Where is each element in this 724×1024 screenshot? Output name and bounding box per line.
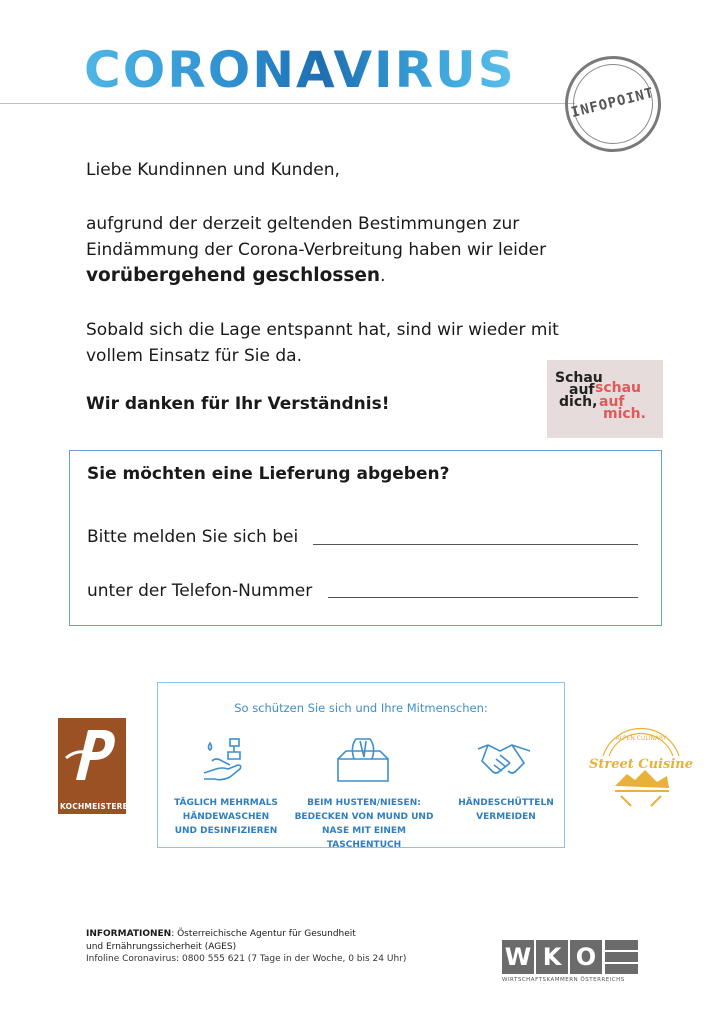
protection-box xyxy=(157,682,565,848)
caption-line: BEIM HUSTEN/NIESEN: xyxy=(307,798,421,808)
footer-info xyxy=(86,928,406,966)
kochmeisterei-logo xyxy=(58,718,131,814)
campaign-word-6: mich. xyxy=(603,406,646,422)
phone-label: unter der Telefon-Nummer xyxy=(87,581,313,601)
stamp-label: INFOPOINT xyxy=(569,85,656,122)
wko-logo xyxy=(502,940,638,986)
campaign-word-5: auf xyxy=(599,394,625,410)
caption-handshake xyxy=(448,796,564,824)
caption-line: TÄGLICH MEHRMALS xyxy=(174,798,278,808)
info-line-1 xyxy=(86,928,406,941)
caption-line: BEDECKEN VON MUND UND xyxy=(294,812,434,822)
campaign-word-3: dich, xyxy=(559,394,598,410)
wko-letter-w: W xyxy=(502,940,534,974)
info-agency: : Österreichische Agentur für Gesundheit xyxy=(171,929,356,939)
period: . xyxy=(380,266,386,286)
caption-handwash xyxy=(166,796,286,838)
paragraph-2-line-1: Sobald sich die Lage entspannt hat, sind wir wieder mit xyxy=(86,320,559,340)
greeting: Liebe Kundinnen und Kunden, xyxy=(86,160,340,180)
campaign-badge xyxy=(547,360,663,438)
wko-subtitle: WIRTSCHAFTSKAMMERN ÖSTERREICHS xyxy=(502,977,625,983)
p-monogram-icon xyxy=(58,718,126,798)
wko-bars xyxy=(605,940,638,976)
infopoint-stamp xyxy=(555,46,671,162)
thanks-line: Wir danken für Ihr Verständnis! xyxy=(86,394,390,414)
tissue-box-icon xyxy=(334,737,392,785)
campaign-word-2: auf xyxy=(569,382,595,398)
contact-label: Bitte melden Sie sich bei xyxy=(87,527,299,547)
wko-letter-o: O xyxy=(570,940,602,974)
closed-notice: vorübergehend geschlossen xyxy=(86,265,381,286)
paragraph-1-line-3 xyxy=(86,264,385,288)
campaign-word-1: Schau xyxy=(555,370,603,386)
info-label: INFORMATIONEN xyxy=(86,929,172,939)
delivery-heading: Sie möchten eine Lieferung abgeben? xyxy=(87,464,450,484)
paragraph-1-line-2: Eindämmung der Corona-Verbreitung haben wir leider xyxy=(86,240,547,260)
street-cuisine-wordmark: Street Cuisine xyxy=(588,757,694,772)
caption-line: HÄNDEWASCHEN xyxy=(182,812,270,822)
wko-bar xyxy=(605,964,638,974)
protection-heading: So schützen Sie sich und Ihre Mitmenschen: xyxy=(234,701,488,715)
wko-letter-k: K xyxy=(536,940,568,974)
caption-line: HÄNDESCHÜTTELN xyxy=(458,798,554,808)
phone-write-line[interactable] xyxy=(328,597,638,598)
delivery-box xyxy=(69,450,662,626)
hand-wash-icon xyxy=(200,735,252,785)
caption-line: UND DESINFIZIEREN xyxy=(174,826,278,836)
header-divider xyxy=(0,103,575,104)
street-cuisine-tagline: ALPEN CULINARY xyxy=(615,735,667,742)
handshake-icon xyxy=(476,739,532,781)
caption-line: NASE MIT EINEM TASCHENTUCH xyxy=(322,826,406,850)
campaign-word-4: schau xyxy=(595,380,642,396)
caption-line: VERMEIDEN xyxy=(476,812,536,822)
kochmeisterei-label: KOCHMEISTEREI xyxy=(60,802,131,811)
info-hotline: Infoline Coronavirus: 0800 555 621 (7 Tage in der Woche, 0 bis 24 Uhr) xyxy=(86,954,407,964)
paragraph-1-line-1: aufgrund der derzeit geltenden Bestimmungen zur xyxy=(86,214,520,234)
wko-bar xyxy=(605,940,638,950)
wko-letters xyxy=(502,940,602,974)
wko-bar xyxy=(605,952,638,962)
info-line-2: und Ernährungssicherheit (AGES) xyxy=(86,941,237,952)
street-cuisine-logo xyxy=(585,716,697,816)
contact-write-line[interactable] xyxy=(313,544,638,545)
page-title: CORONAVIRUS xyxy=(84,41,516,99)
paragraph-2-line-2: vollem Einsatz für Sie da. xyxy=(86,346,302,366)
caption-cough xyxy=(286,796,442,852)
